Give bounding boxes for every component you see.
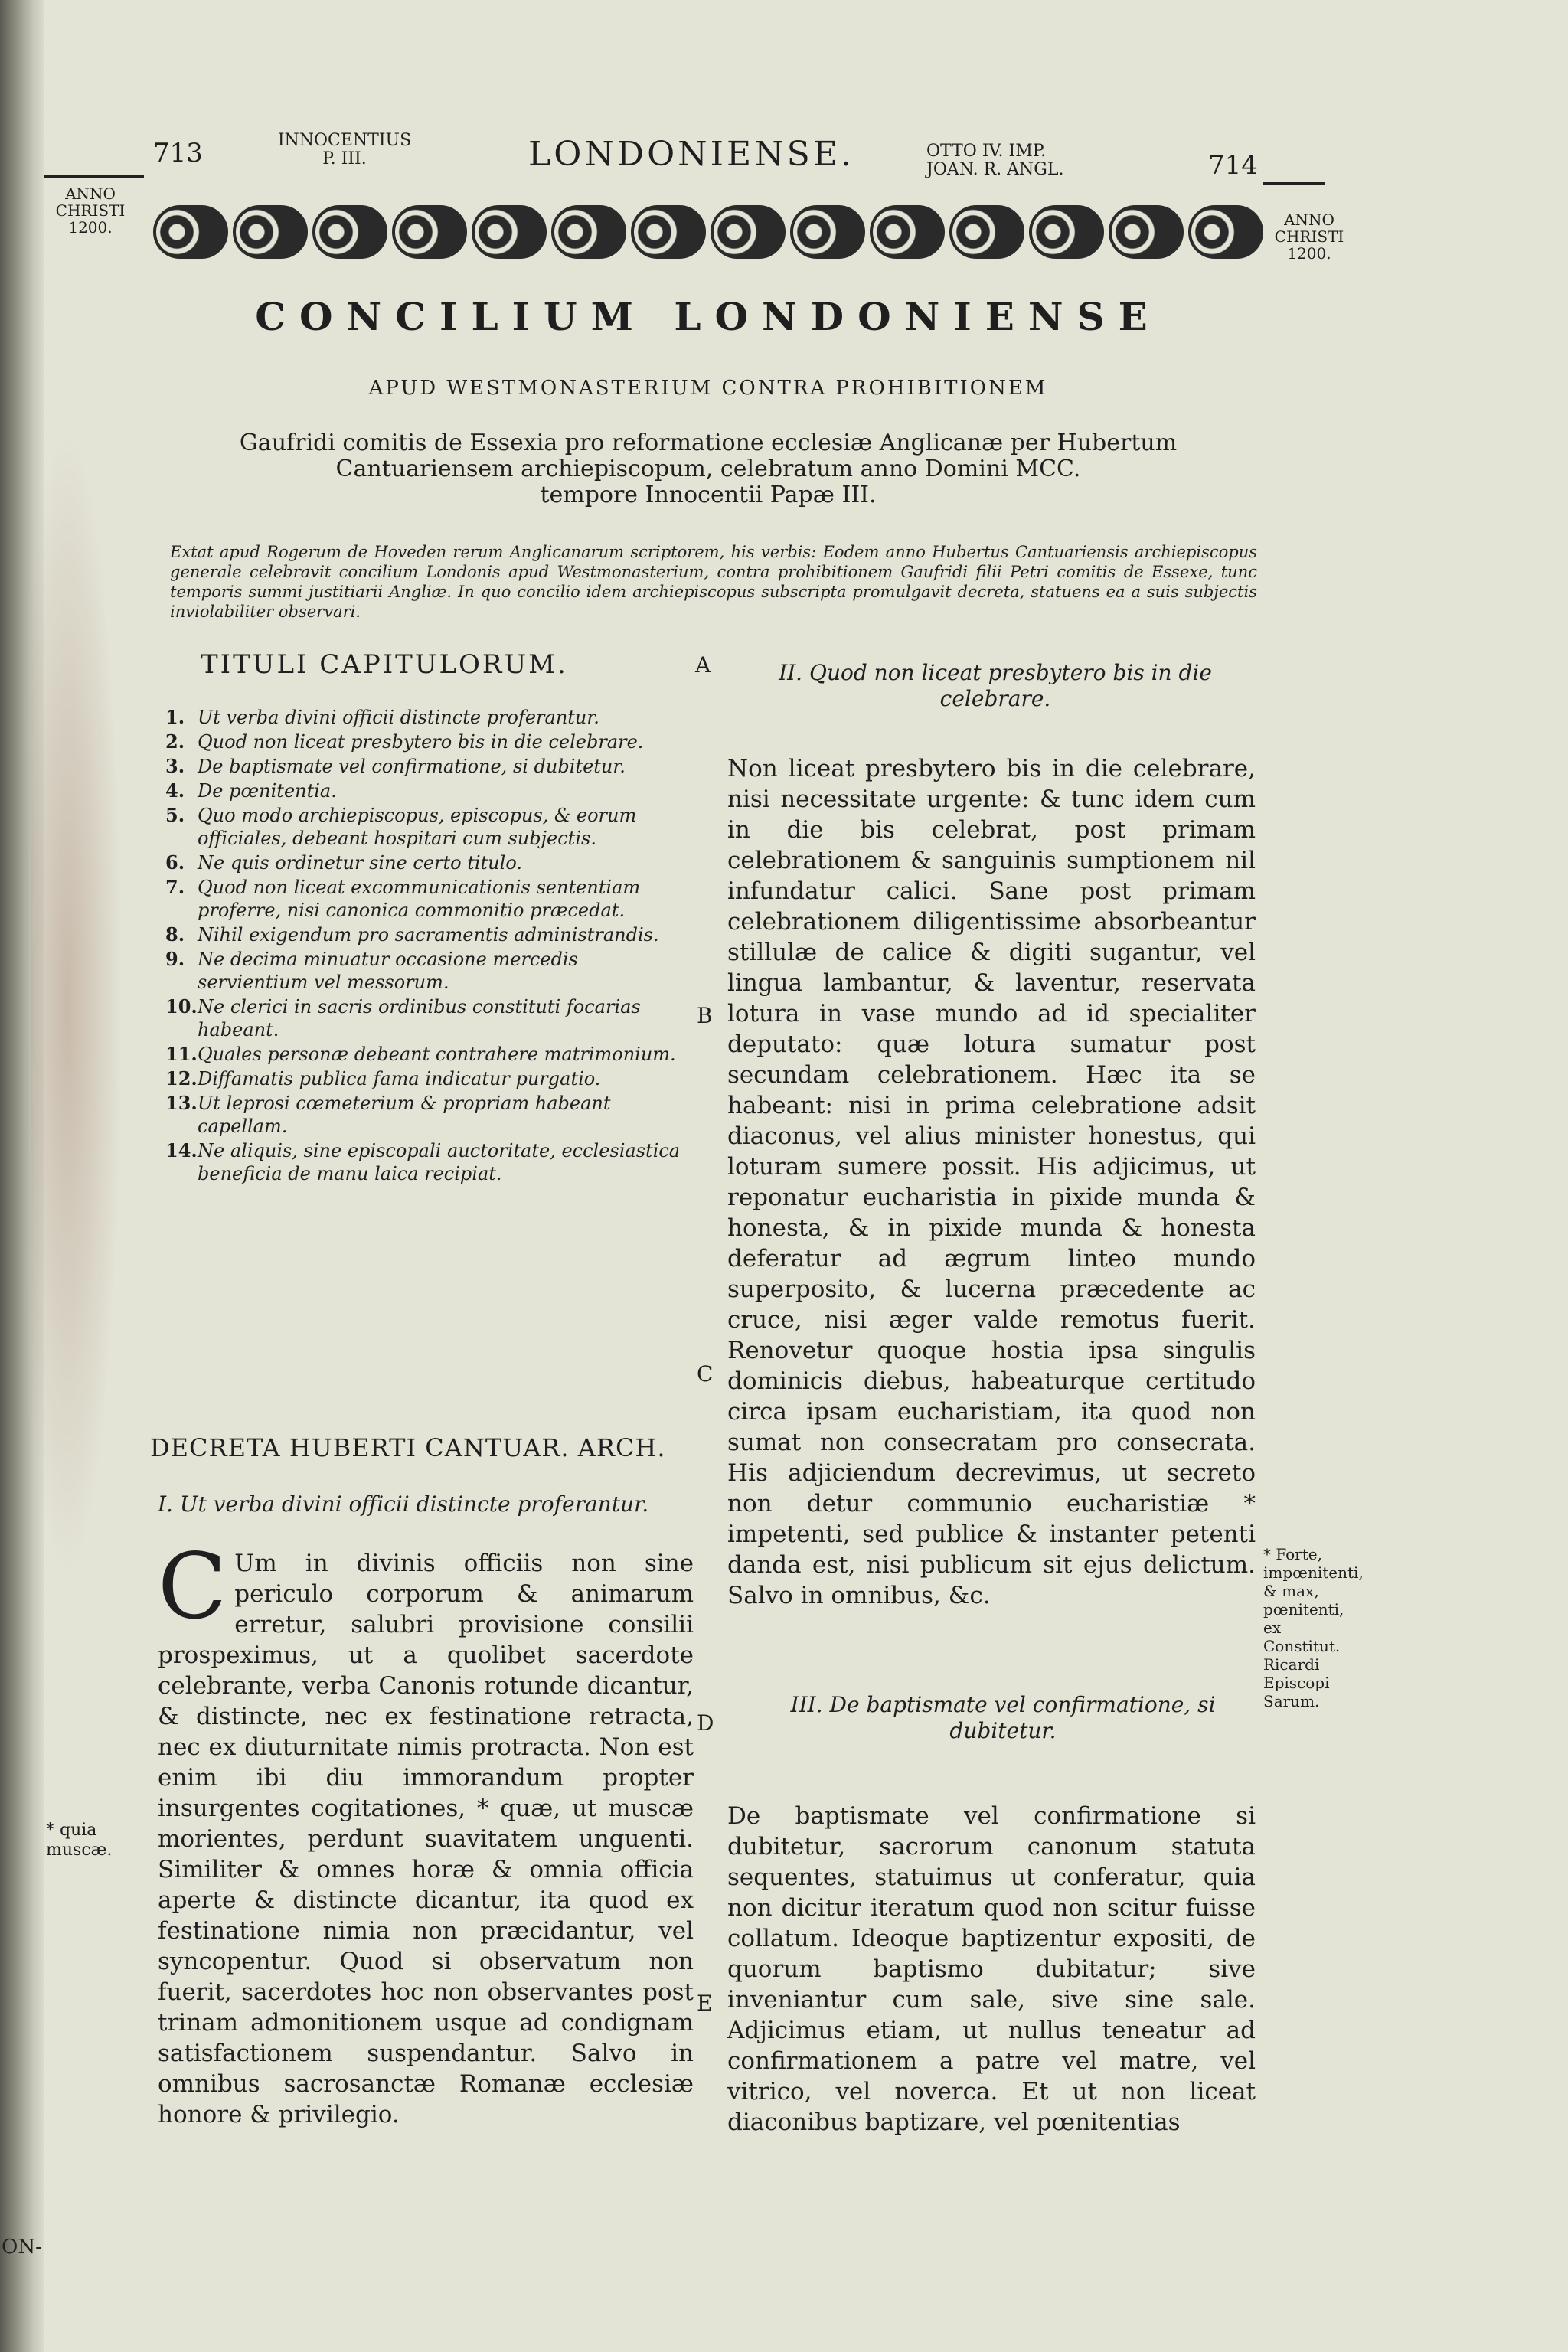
extat-paragraph: Extat apud Rogerum de Hoveden rerum Anglicanarum scriptorem, his verbis: Eodem anno Hubertus Cantuariensis archiepiscopus generale celebravit concilium Londonis apud Westmonasterium, contra prohibitionem Gaufridi filii Petri comitis de Essexe, tunc temporis summi justitiarii Angliæ. In quo concilio idem archiepiscopus subscripta promulgavit decreta, statuens ea a suis subjectis inviolabiliter observari.	[170, 543, 1257, 621]
toc-item: 5. Quo modo archiepiscopus, episcopus, & eorum officiales, debeant hospitari cum subjectis.	[165, 804, 637, 849]
section-letter-c: C	[697, 1361, 714, 1387]
page-subtitle: APUD WESTMONASTERIUM CONTRA PROHIBITIONEM	[368, 377, 1048, 400]
toc-item: 11. Quales personæ debeant contrahere matrimonium.	[165, 1043, 676, 1065]
ornament-piece	[153, 205, 228, 259]
section-letter-d: D	[697, 1710, 714, 1736]
ornament-piece	[949, 205, 1024, 259]
toc-item: 14. Ne aliquis, sine episcopali auctoritate, ecclesiastica beneficia de manu laica recipiat.	[165, 1139, 681, 1184]
ornament-piece	[710, 205, 786, 259]
ornament-piece	[790, 205, 865, 259]
running-title: LONDONIENSE.	[528, 135, 854, 174]
chapter1-title: I. Ut verba divini officii distincte proferantur.	[158, 1491, 649, 1517]
toc-item: 7. Quod non liceat excommunicationis sententiam proferre, nisi canonica commonitio præcedat.	[165, 876, 641, 921]
thumb-shadow	[31, 429, 122, 1577]
chapter1-body	[158, 1534, 694, 2130]
section-letter-e: E	[697, 1991, 713, 2016]
ornament-piece	[1188, 205, 1263, 259]
anno-christi-left: ANNO CHRISTI 1200.	[55, 185, 126, 237]
toc-item: 12. Diffamatis publica fama indicatur purgatio.	[165, 1067, 601, 1089]
margin-note-forte: * Forte, impœnitenti, & max, pœnitenti, ex Constitut. Ricardi Episcopi Sarum.	[1263, 1545, 1364, 1710]
page-number-left: 713	[153, 138, 203, 168]
ornament-piece	[551, 205, 626, 259]
chapter3-body: De baptismate vel confirmatione si dubitetur, sacrorum canonum statuta sequentes, statuimus ut conferatur, quia non dicitur iteratum quod non scitur fuisse collatum. Ideoque baptizentur expositi, de quorum baptismo dubitatur; sive inveniantur cum sale, sive sine sale. Adjicimus etiam, ut nullus teneatur ad confirmationem a patre vel matre, vel vitrico, vel noverca. Et ut non liceat diaconibus baptizare, vel pœnitentias	[727, 1802, 1256, 2136]
ornament-piece	[631, 205, 706, 259]
ornament-piece	[1109, 205, 1184, 259]
ornament-piece	[312, 205, 387, 259]
toc-item: 13. Ut leprosi cœmeterium & propriam habeant capellam.	[165, 1092, 611, 1137]
toc-item: 3. De baptismate vel confirmatione, si dubitetur.	[165, 755, 626, 777]
chapter2-body: Non liceat presbytero bis in die celebrare, nisi necessitate urgente: & tunc idem cum in die bis celebrat, post primam celebrationem & sanguinis sumptionem nil infundatur calici. Sane post primam celebrationem diligentissime absorbeantur stillulæ de calice & digiti sugantur, vel lingua lambantur, & laventur, reservata lotura in vase mundo ad id specialiter deputato: quæ lotura sumatur post secundam celebrationem. Hæc ita se habeant: nisi in prima celebratione adsit diaconus, vel alius minister honestus, qui loturam sumere possit. His adjicimus, ut reponatur eucharistia in pixide munda & honesta, & in pixide munda & honesta deferatur ad ægrum linteo mundo superposito, & lucerna præcedente ac cruce, nisi æger valde remotus fuerit. Renovetur quoque hostia ipsa singulis dominicis diebus, habeaturque certitudo circa ipsam eucharistiam, ita quod non sumat non consecratam pro consecrata. His adjiciendum decrevimus, ut secreto non detur communio eucharistiæ * impetenti, sed publice & instanter petenti danda est, nisi publicum sit ejus delictum. Salvo in omnibus, &c.	[727, 755, 1256, 1609]
chapter2-title: II. Quod non liceat presbytero bis in die celebrare.	[779, 660, 1212, 711]
toc-item: 10. Ne clerici in sacris ordinibus constituti focarias habeant.	[165, 995, 641, 1040]
header-rule-right	[1263, 182, 1325, 185]
intro-text: Gaufridi comitis de Essexia pro reformatione ecclesiæ Anglicanæ per Hubertum Cantuariensem archiepiscopum, celebratum anno Domini MCC. tempore Innocentii Papæ III.	[239, 430, 1178, 508]
toc-list	[165, 706, 694, 1187]
toc-item: 8. Nihil exigendum pro sacramentis administrandis.	[165, 923, 659, 946]
section-letter-b: B	[697, 1003, 713, 1028]
header-rule-left	[44, 175, 144, 178]
page-title: CONCILIUM LONDONIENSE	[255, 294, 1161, 339]
emperor-label: OTTO IV. IMP. JOAN. R. ANGL.	[926, 142, 1064, 179]
page-number-right: 714	[1208, 150, 1258, 181]
toc-item: 4. De pœnitentia.	[165, 779, 337, 802]
margin-note-quia-muscae: * quia muscæ.	[46, 1821, 113, 1860]
ornament-piece	[233, 205, 308, 259]
decreta-heading: DECRETA HUBERTI CANTUAR. ARCH.	[150, 1433, 666, 1462]
ornament-piece	[870, 205, 945, 259]
anno-christi-right: ANNO CHRISTI 1200.	[1274, 211, 1344, 263]
pope-label: INNOCENTIUS P. III.	[277, 131, 412, 168]
toc-item: 2. Quod non liceat presbytero bis in die celebrare.	[165, 730, 644, 753]
ornament-piece	[392, 205, 467, 259]
toc-item: 9. Ne decima minuatur occasione mercedis servientium vel messorum.	[165, 948, 578, 993]
ornament-piece	[1029, 205, 1104, 259]
section-letter-a: A	[695, 652, 711, 678]
toc-item: 1. Ut verba divini officii distincte proferantur.	[165, 706, 599, 728]
toc-item: 6. Ne quis ordinetur sine certo titulo.	[165, 851, 522, 874]
toc-heading: TITULI CAPITULORUM.	[201, 649, 568, 680]
ornament-band	[153, 205, 1263, 263]
ornament-piece	[472, 205, 547, 259]
chapter1-text: Um in divinis officiis non sine periculo corporum & animarum erretur, salubri provisione consilii prospeximus, ut a quolibet sacerdote celebrante, verba Canonis rotunde dicantur, & distincte, nec ex festinatione retracta, nec ex diuturnitate nimis protracta. Non est enim ibi diu immorandum propter insurgentes cogitationes, * quæ, ut muscæ morientes, perdunt suavitatem unguenti. Similiter & omnes horæ & omnia officia aperte & distincte dicantur, ita quod ex festinatione nimia non præcidantur, vel syncopentur. Quod si observatum non fuerit, sacerdotes hoc non observantes post trinam admonitionem usque ad condignam satisfactionem suspendantur. Salvo in omnibus sacrosanctæ Romanæ ecclesiæ honore & privilegio.	[158, 1550, 694, 2128]
chapter3-title: III. De baptismate vel confirmatione, si dubitetur.	[790, 1692, 1216, 1743]
gutter-fragment: ON-	[2, 2236, 42, 2259]
drop-cap: C	[158, 1534, 227, 1639]
